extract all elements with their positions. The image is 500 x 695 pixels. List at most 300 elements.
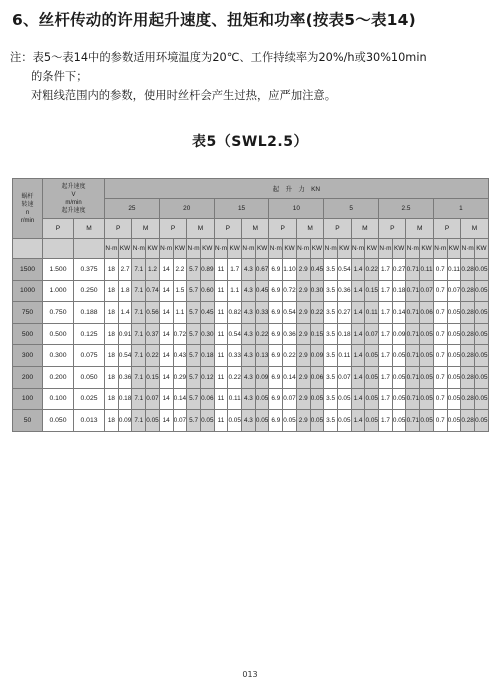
unit-header: KW (365, 239, 379, 259)
value-cell: 0.11 (365, 302, 379, 324)
value-cell: 1.7 (228, 259, 242, 281)
value-cell: 0.30 (310, 280, 324, 302)
value-cell: 11 (214, 323, 228, 345)
torque-column-header: M (132, 219, 159, 239)
value-cell: 11 (214, 302, 228, 324)
lifting-speed-p-cell: 1.500 (43, 259, 74, 281)
value-cell: 0.07 (365, 323, 379, 345)
value-cell: 0.29 (173, 366, 187, 388)
lifting-speed-header-line: 起升速度 (61, 207, 86, 214)
value-cell: 5.7 (187, 259, 201, 281)
value-cell: 0.28 (461, 323, 475, 345)
value-cell: 1.4 (351, 323, 365, 345)
lifting-speed-p-cell: 0.050 (43, 410, 74, 432)
value-cell: 0.05 (447, 345, 461, 367)
value-cell: 2.9 (296, 302, 310, 324)
value-cell: 0.07 (146, 388, 160, 410)
unit-header: N·m (132, 239, 146, 259)
value-cell: 0.36 (283, 323, 297, 345)
value-cell: 0.07 (420, 280, 434, 302)
value-cell: 0.71 (406, 410, 420, 432)
m-header: M (74, 219, 105, 239)
value-cell: 0.05 (420, 345, 434, 367)
value-cell: 0.7 (433, 323, 447, 345)
power-column-header: P (433, 219, 460, 239)
value-cell: 0.11 (447, 259, 461, 281)
value-cell: 0.45 (200, 302, 214, 324)
lifting-speed-header-line: 起升速度 (61, 183, 86, 190)
worm-speed-header-line: 蜗杆 (21, 193, 34, 200)
table-row (13, 323, 489, 345)
value-cell: 0.11 (228, 388, 242, 410)
value-cell: 0.18 (118, 388, 132, 410)
value-cell: 5.7 (187, 345, 201, 367)
lifting-speed-m-cell: 0.188 (74, 302, 105, 324)
worm-speed-header-line: 转速 (21, 201, 34, 208)
value-cell: 0.15 (146, 366, 160, 388)
value-cell: 0.22 (146, 345, 160, 367)
value-cell: 0.05 (310, 410, 324, 432)
value-cell: 0.07 (447, 280, 461, 302)
force-value-header: 1 (433, 199, 488, 219)
value-cell: 11 (214, 366, 228, 388)
value-cell: 0.22 (255, 323, 269, 345)
value-cell: 11 (214, 410, 228, 432)
value-cell: 18 (105, 345, 119, 367)
value-cell: 6.9 (269, 280, 283, 302)
value-cell: 3.5 (324, 259, 338, 281)
lifting-speed-header-line: V (71, 191, 76, 198)
value-cell: 0.22 (310, 302, 324, 324)
value-cell: 7.1 (132, 280, 146, 302)
value-cell: 1.8 (118, 280, 132, 302)
value-cell: 0.07 (173, 410, 187, 432)
value-cell: 11 (214, 259, 228, 281)
note-line-3: 对粗线范围内的参数，使用时丝杆会产生过热，应严加注意。 (31, 89, 337, 102)
value-cell: 0.54 (118, 345, 132, 367)
value-cell: 4.3 (242, 410, 256, 432)
lifting-speed-m-cell: 0.050 (74, 366, 105, 388)
table-row (13, 345, 489, 367)
unit-row (13, 239, 489, 259)
value-cell: 2.2 (173, 259, 187, 281)
value-cell: 0.05 (420, 323, 434, 345)
unit-header: N·m (214, 239, 228, 259)
note-line-1: 注：表5～表14中的参数适用环境温度为20℃、工作持续率为20%/h或30%10min (10, 51, 427, 64)
unit-header: KW (283, 239, 297, 259)
value-cell: 18 (105, 410, 119, 432)
unit-header: KW (146, 239, 160, 259)
lifting-speed-m-cell: 0.375 (74, 259, 105, 281)
value-cell: 7.1 (132, 259, 146, 281)
power-column-header: P (269, 219, 296, 239)
value-cell: 4.3 (242, 366, 256, 388)
value-cell: 0.13 (255, 345, 269, 367)
unit-header: KW (200, 239, 214, 259)
value-cell: 0.05 (228, 410, 242, 432)
value-cell: 3.5 (324, 280, 338, 302)
value-cell: 0.56 (146, 302, 160, 324)
value-cell: 0.43 (173, 345, 187, 367)
force-value-header: 20 (159, 199, 214, 219)
value-cell: 1.4 (351, 345, 365, 367)
value-cell: 0.7 (433, 280, 447, 302)
value-cell: 0.27 (392, 259, 406, 281)
table-row (13, 280, 489, 302)
lifting-speed-m-cell: 0.125 (74, 323, 105, 345)
power-column-header: P (324, 219, 351, 239)
value-cell: 0.05 (447, 323, 461, 345)
value-cell: 7.1 (132, 410, 146, 432)
unit-header: N·m (269, 239, 283, 259)
value-cell: 0.11 (337, 345, 351, 367)
value-cell: 0.54 (283, 302, 297, 324)
force-value-header: 2.5 (379, 199, 434, 219)
value-cell: 0.7 (433, 345, 447, 367)
value-cell: 1.7 (379, 410, 393, 432)
value-cell: 0.7 (433, 410, 447, 432)
worm-speed-header-line: r/min (20, 217, 35, 224)
value-cell: 11 (214, 345, 228, 367)
unit-header: N·m (105, 239, 119, 259)
unit-header: KW (255, 239, 269, 259)
unit-header: N·m (296, 239, 310, 259)
unit-header: N·m (242, 239, 256, 259)
value-cell: 2.7 (118, 259, 132, 281)
value-cell: 0.7 (433, 366, 447, 388)
value-cell: 1.7 (379, 259, 393, 281)
value-cell: 0.05 (392, 388, 406, 410)
value-cell: 14 (159, 259, 173, 281)
value-cell: 11 (214, 388, 228, 410)
value-cell: 0.72 (173, 323, 187, 345)
value-cell: 0.91 (118, 323, 132, 345)
value-cell: 3.5 (324, 410, 338, 432)
table-row (13, 366, 489, 388)
unit-header: KW (420, 239, 434, 259)
torque-column-header: M (296, 219, 323, 239)
value-cell: 0.09 (118, 410, 132, 432)
table-body (13, 259, 489, 432)
torque-column-header: M (461, 219, 489, 239)
unit-row-spacer (13, 239, 43, 259)
unit-header: N·m (379, 239, 393, 259)
value-cell: 14 (159, 410, 173, 432)
lifting-speed-header-line: m/min (65, 199, 82, 206)
value-cell: 6.9 (269, 366, 283, 388)
value-cell: 0.54 (337, 259, 351, 281)
force-value-header: 10 (269, 199, 324, 219)
value-cell: 0.67 (255, 259, 269, 281)
value-cell: 0.22 (228, 366, 242, 388)
value-cell: 0.05 (392, 410, 406, 432)
value-cell: 0.71 (406, 366, 420, 388)
value-cell: 0.28 (461, 366, 475, 388)
unit-header: KW (337, 239, 351, 259)
value-cell: 2.9 (296, 345, 310, 367)
lifting-speed-p-cell: 0.750 (43, 302, 74, 324)
worm-speed-cell: 1500 (13, 259, 43, 281)
value-cell: 0.05 (310, 388, 324, 410)
value-cell: 18 (105, 323, 119, 345)
value-cell: 6.9 (269, 259, 283, 281)
value-cell: 14 (159, 388, 173, 410)
value-cell: 4.3 (242, 388, 256, 410)
value-cell: 2.9 (296, 323, 310, 345)
value-cell: 0.22 (283, 345, 297, 367)
value-cell: 14 (159, 323, 173, 345)
worm-speed-header-line: n (25, 209, 30, 216)
force-value-header: 25 (105, 199, 160, 219)
value-cell: 0.05 (447, 388, 461, 410)
value-cell: 3.5 (324, 302, 338, 324)
value-cell: 4.3 (242, 259, 256, 281)
table-row (13, 388, 489, 410)
power-column-header: P (214, 219, 241, 239)
value-cell: 1.5 (173, 280, 187, 302)
unit-header: KW (392, 239, 406, 259)
power-column-header: P (105, 219, 132, 239)
value-cell: 5.7 (187, 366, 201, 388)
value-cell: 0.05 (255, 388, 269, 410)
value-cell: 6.9 (269, 323, 283, 345)
value-cell: 0.05 (475, 366, 489, 388)
value-cell: 0.28 (461, 388, 475, 410)
unit-header: N·m (406, 239, 420, 259)
value-cell: 1.4 (351, 280, 365, 302)
power-column-header: P (159, 219, 186, 239)
value-cell: 1.4 (351, 410, 365, 432)
value-cell: 0.15 (310, 323, 324, 345)
value-cell: 0.14 (173, 388, 187, 410)
value-cell: 0.71 (406, 259, 420, 281)
value-cell: 0.05 (365, 366, 379, 388)
value-cell: 1.7 (379, 280, 393, 302)
value-cell: 18 (105, 302, 119, 324)
power-column-header: P (379, 219, 406, 239)
value-cell: 0.05 (475, 410, 489, 432)
value-cell: 0.18 (392, 280, 406, 302)
value-cell: 0.05 (365, 345, 379, 367)
unit-header: KW (173, 239, 187, 259)
value-cell: 0.7 (433, 388, 447, 410)
value-cell: 1.7 (379, 345, 393, 367)
value-cell: 7.1 (132, 302, 146, 324)
value-cell: 0.05 (365, 410, 379, 432)
value-cell: 0.05 (200, 410, 214, 432)
force-value-header: 5 (324, 199, 379, 219)
lifting-force-header: 起 升 力 KN (105, 179, 489, 199)
value-cell: 0.12 (200, 366, 214, 388)
value-cell: 0.33 (255, 302, 269, 324)
lifting-speed-p-cell: 0.300 (43, 345, 74, 367)
torque-column-header: M (187, 219, 214, 239)
value-cell: 0.72 (283, 280, 297, 302)
value-cell: 0.54 (228, 323, 242, 345)
value-cell: 0.05 (447, 366, 461, 388)
value-cell: 0.28 (461, 410, 475, 432)
unit-header: N·m (351, 239, 365, 259)
value-cell: 0.18 (200, 345, 214, 367)
value-cell: 2.9 (296, 366, 310, 388)
value-cell: 0.05 (337, 388, 351, 410)
value-cell: 0.14 (392, 302, 406, 324)
torque-column-header: M (242, 219, 269, 239)
value-cell: 0.05 (475, 259, 489, 281)
value-cell: 0.05 (447, 410, 461, 432)
value-cell: 18 (105, 259, 119, 281)
value-cell: 0.07 (283, 388, 297, 410)
value-cell: 14 (159, 302, 173, 324)
unit-row-spacer (43, 239, 74, 259)
value-cell: 1.10 (283, 259, 297, 281)
value-cell: 14 (159, 280, 173, 302)
value-cell: 7.1 (132, 366, 146, 388)
value-cell: 1.4 (351, 302, 365, 324)
value-cell: 1.2 (146, 259, 160, 281)
value-cell: 6.9 (269, 302, 283, 324)
value-cell: 0.07 (337, 366, 351, 388)
value-cell: 0.05 (392, 345, 406, 367)
value-cell: 0.05 (475, 280, 489, 302)
unit-header: N·m (461, 239, 475, 259)
lifting-speed-m-cell: 0.025 (74, 388, 105, 410)
lifting-speed-p-cell: 1.000 (43, 280, 74, 302)
value-cell: 1.4 (118, 302, 132, 324)
value-cell: 1.1 (228, 280, 242, 302)
p-header: P (43, 219, 74, 239)
value-cell: 2.9 (296, 259, 310, 281)
value-cell: 0.7 (433, 259, 447, 281)
lifting-speed-p-cell: 0.100 (43, 388, 74, 410)
value-cell: 0.71 (406, 323, 420, 345)
value-cell: 5.7 (187, 410, 201, 432)
value-cell: 1.1 (173, 302, 187, 324)
section-heading: 6、丝杆传动的许用起升速度、扭矩和功率(按表5～表14) (12, 11, 416, 29)
value-cell: 11 (214, 280, 228, 302)
value-cell: 0.05 (475, 345, 489, 367)
table-title: 表5（SWL2.5） (192, 134, 308, 150)
value-cell: 0.15 (365, 280, 379, 302)
value-cell: 0.28 (461, 280, 475, 302)
unit-header: N·m (433, 239, 447, 259)
value-cell: 2.9 (296, 280, 310, 302)
value-cell: 0.05 (447, 302, 461, 324)
unit-header: N·m (159, 239, 173, 259)
value-cell: 0.71 (406, 388, 420, 410)
parameter-table-container (12, 178, 488, 432)
value-cell: 0.71 (406, 280, 420, 302)
value-cell: 0.45 (310, 259, 324, 281)
value-cell: 0.28 (461, 302, 475, 324)
value-cell: 3.5 (324, 366, 338, 388)
value-cell: 0.45 (255, 280, 269, 302)
worm-speed-cell: 300 (13, 345, 43, 367)
value-cell: 4.3 (242, 323, 256, 345)
value-cell: 7.1 (132, 345, 146, 367)
value-cell: 2.9 (296, 388, 310, 410)
value-cell: 5.7 (187, 302, 201, 324)
value-cell: 6.9 (269, 388, 283, 410)
worm-speed-cell: 100 (13, 388, 43, 410)
value-cell: 18 (105, 388, 119, 410)
value-cell: 0.22 (365, 259, 379, 281)
value-cell: 0.36 (118, 366, 132, 388)
value-cell: 0.37 (146, 323, 160, 345)
value-cell: 2.9 (296, 410, 310, 432)
unit-header: KW (118, 239, 132, 259)
value-cell: 0.05 (475, 388, 489, 410)
value-cell: 0.05 (365, 388, 379, 410)
value-cell: 0.28 (461, 345, 475, 367)
value-cell: 0.71 (406, 302, 420, 324)
value-cell: 0.05 (475, 302, 489, 324)
value-cell: 0.18 (337, 323, 351, 345)
torque-column-header: M (406, 219, 433, 239)
value-cell: 0.36 (337, 280, 351, 302)
value-cell: 18 (105, 280, 119, 302)
unit-header: KW (447, 239, 461, 259)
value-cell: 4.3 (242, 345, 256, 367)
value-cell: 7.1 (132, 323, 146, 345)
value-cell: 0.33 (228, 345, 242, 367)
unit-header: N·m (187, 239, 201, 259)
value-cell: 14 (159, 366, 173, 388)
lifting-speed-m-cell: 0.250 (74, 280, 105, 302)
force-value-header: 15 (214, 199, 269, 219)
value-cell: 0.05 (283, 410, 297, 432)
table-row (13, 302, 489, 324)
value-cell: 14 (159, 345, 173, 367)
value-cell: 0.05 (392, 366, 406, 388)
value-cell: 1.7 (379, 366, 393, 388)
value-cell: 0.05 (337, 410, 351, 432)
value-cell: 0.14 (283, 366, 297, 388)
value-cell: 7.1 (132, 388, 146, 410)
value-cell: 0.09 (255, 366, 269, 388)
value-cell: 0.06 (310, 366, 324, 388)
note-line-2: 的条件下； (31, 70, 88, 83)
value-cell: 0.74 (146, 280, 160, 302)
value-cell: 0.09 (392, 323, 406, 345)
value-cell: 5.7 (187, 280, 201, 302)
lifting-speed-m-cell: 0.075 (74, 345, 105, 367)
unit-header: KW (475, 239, 489, 259)
worm-speed-cell: 1000 (13, 280, 43, 302)
value-cell: 6.9 (269, 410, 283, 432)
value-cell: 1.7 (379, 302, 393, 324)
value-cell: 0.71 (406, 345, 420, 367)
value-cell: 6.9 (269, 345, 283, 367)
table-row (13, 259, 489, 281)
value-cell: 0.27 (337, 302, 351, 324)
value-cell: 0.06 (420, 302, 434, 324)
value-cell: 1.7 (379, 323, 393, 345)
value-cell: 1.4 (351, 388, 365, 410)
worm-speed-cell: 200 (13, 366, 43, 388)
value-cell: 3.5 (324, 345, 338, 367)
unit-header: KW (310, 239, 324, 259)
parameter-table (12, 178, 489, 432)
lifting-speed-m-cell: 0.013 (74, 410, 105, 432)
page-number: 013 (242, 670, 258, 679)
worm-speed-cell: 750 (13, 302, 43, 324)
value-cell: 0.05 (255, 410, 269, 432)
value-cell: 0.05 (420, 388, 434, 410)
worm-speed-cell: 50 (13, 410, 43, 432)
unit-row-spacer (74, 239, 105, 259)
value-cell: 0.89 (200, 259, 214, 281)
